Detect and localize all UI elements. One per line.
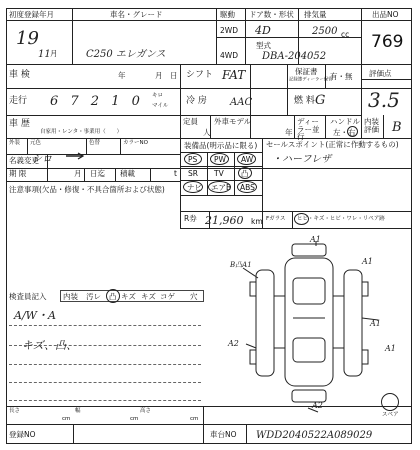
hw-name: C250 エレガンス [86, 49, 166, 60]
hw-color: シロ [32, 154, 52, 165]
doors-shape-label: ドア数・形状 [249, 10, 294, 19]
diagram-label-rear: A2 [312, 401, 323, 410]
rating-ticket-label: R券 [184, 214, 197, 223]
load-label: 積載 [120, 169, 135, 178]
length-cm: cm [62, 416, 71, 422]
capacity-label: 定員 [183, 117, 198, 126]
inspector-opt-dent: 凸 [109, 292, 117, 301]
height-cm: cm [190, 416, 199, 422]
handle-circle [347, 126, 358, 137]
inspection-label: 車 検 [9, 70, 30, 80]
inspector-opt-interior: 内装 [63, 292, 78, 301]
drive-4wd: 4WD [220, 51, 238, 60]
deadline-month: 月 [74, 169, 82, 178]
hw-chassis: WDD2040522A089029 [256, 430, 373, 441]
diagram-label-right: A1 [370, 319, 381, 328]
name-change-label: 名義変更 [9, 156, 39, 165]
deadline-day: 日迄 [90, 169, 105, 178]
fuel-label: 燃 料 [294, 96, 315, 106]
hw-aircon: AAC [230, 97, 253, 108]
hw-month: 11 [38, 49, 51, 60]
hw-selling-point: ・ハーフレザ [272, 154, 332, 165]
inspection-year-unit: 年 [118, 71, 126, 80]
inspector-label: 検査員記入 [9, 292, 47, 301]
equip-aw: AW [241, 155, 254, 164]
km-unit: キロ [152, 93, 164, 99]
inspection-day-unit: 日 [170, 71, 178, 80]
equip-pw: PW [214, 155, 226, 164]
dealer-label: ディーラー並行 [297, 117, 320, 141]
width-label: 幅 [75, 408, 81, 414]
deadline-label: 期 限 [9, 169, 27, 178]
warranty-label: 保証書 [295, 67, 318, 76]
history-label: 車 歴 [9, 119, 30, 129]
ext-model-unit: 年 [285, 128, 293, 137]
first-reg-label: 初度登録年月 [9, 10, 54, 19]
capacity-unit: 人 [203, 128, 211, 137]
diagram-label-topright: A1 [362, 257, 373, 266]
hw-year: 19 [16, 28, 39, 49]
hw-displacement: 2500 [312, 26, 338, 37]
inspector-opt-hole: 穴 [190, 292, 198, 301]
inspector-opt-scratch: キズ [121, 292, 136, 301]
exhibit-number: 769 [371, 32, 404, 52]
equip-label: 装備品(明示品に限る) [184, 141, 258, 150]
reg-no-label: 登録NO [9, 430, 36, 439]
equip-ps: PS [188, 155, 198, 164]
inspector-opt-dirt: 汚レ [86, 292, 101, 301]
model-label: 型式 [256, 41, 271, 50]
diagram-label-topleft: B凸A1 [230, 261, 252, 269]
rating-ticket-unit: km [251, 217, 263, 226]
inspector-opt-scratch2: キズ [141, 292, 156, 301]
equip-sr: SR [188, 169, 198, 178]
mile-unit: マイル [152, 103, 169, 109]
height-label: 高さ [140, 408, 152, 414]
month-unit-header: 月 [50, 49, 58, 58]
displacement-label: 排気量 [304, 10, 327, 19]
hw-interior: B [392, 120, 402, 135]
length-label: 長さ [9, 408, 21, 414]
spare-label: スペア [382, 412, 399, 418]
exhibit-no-label: 出品NO [372, 10, 399, 19]
hw-doors: 4D [255, 24, 271, 37]
rating-label: 評価点 [369, 69, 392, 78]
color-ext-label: 外装 [9, 140, 21, 146]
handle-label: ハンドル [330, 117, 360, 126]
hw-model: DBA-204052 [262, 51, 327, 62]
diagram-label-right2: A1 [385, 344, 396, 353]
glass-label: Fガラス [266, 216, 286, 222]
load-unit: t [174, 169, 177, 178]
hw-rating-value: 21,960 [205, 214, 244, 227]
notes-title: 注意事項(欠品・修復・不具合箇所および状態) [9, 185, 165, 194]
interior-label: 内装評価 [364, 117, 379, 134]
inspector-opt-burn: コゲ [160, 292, 175, 301]
handle-value: 左・右 [333, 128, 356, 137]
hw-remarks1: A/W・A [14, 309, 56, 322]
glass-options: ヒビ・キズ・ヒビ・ワレ・リペア跡 [297, 216, 385, 222]
drive-2wd: 2WD [220, 26, 238, 35]
hw-score: 3.5 [368, 88, 400, 112]
color-current-label: 色替 [89, 140, 101, 146]
mileage-label: 走行 [9, 96, 28, 106]
drive-label: 駆動 [220, 10, 235, 19]
hw-shift: FAT [222, 68, 246, 82]
equip-tv: TV [214, 169, 224, 178]
equip-dent: 凸 [241, 169, 249, 178]
diagram-label-front: A1 [310, 235, 321, 244]
width-cm: cm [130, 416, 139, 422]
selling-point-label: セールスポイント(正常に作動するもの) [266, 140, 399, 149]
equip-airbag: エアB [211, 183, 232, 192]
name-grade-label: 車名・グレード [110, 10, 163, 19]
arrow-icon [66, 152, 86, 160]
hw-fuel: G [315, 93, 326, 108]
equip-navi: ナビ [187, 183, 202, 192]
shift-label: シフト [186, 70, 214, 80]
warranty-sub: 記録簿ディーラー保管 [289, 77, 333, 82]
cc-unit: cc [341, 30, 350, 39]
history-sub: 自家用・レンタ・事業用（ ） [40, 129, 123, 135]
chassis-label: 車台NO [210, 430, 237, 439]
hw-mileage: 6 7 2 1 0 [50, 94, 144, 109]
hw-remarks2: キズ、凸、 [22, 339, 78, 352]
equip-abs: ABS [240, 183, 255, 192]
color-orig-label: 元色 [30, 140, 42, 146]
aircon-label: 冷 房 [186, 96, 207, 106]
diagram-label-left: A2 [228, 339, 239, 348]
ext-model-label: 外車モデル [214, 117, 252, 126]
color-no-label: カラーNO [123, 140, 148, 146]
inspection-month-unit: 月 [155, 71, 163, 80]
warranty-value: 有・無 [330, 72, 353, 81]
